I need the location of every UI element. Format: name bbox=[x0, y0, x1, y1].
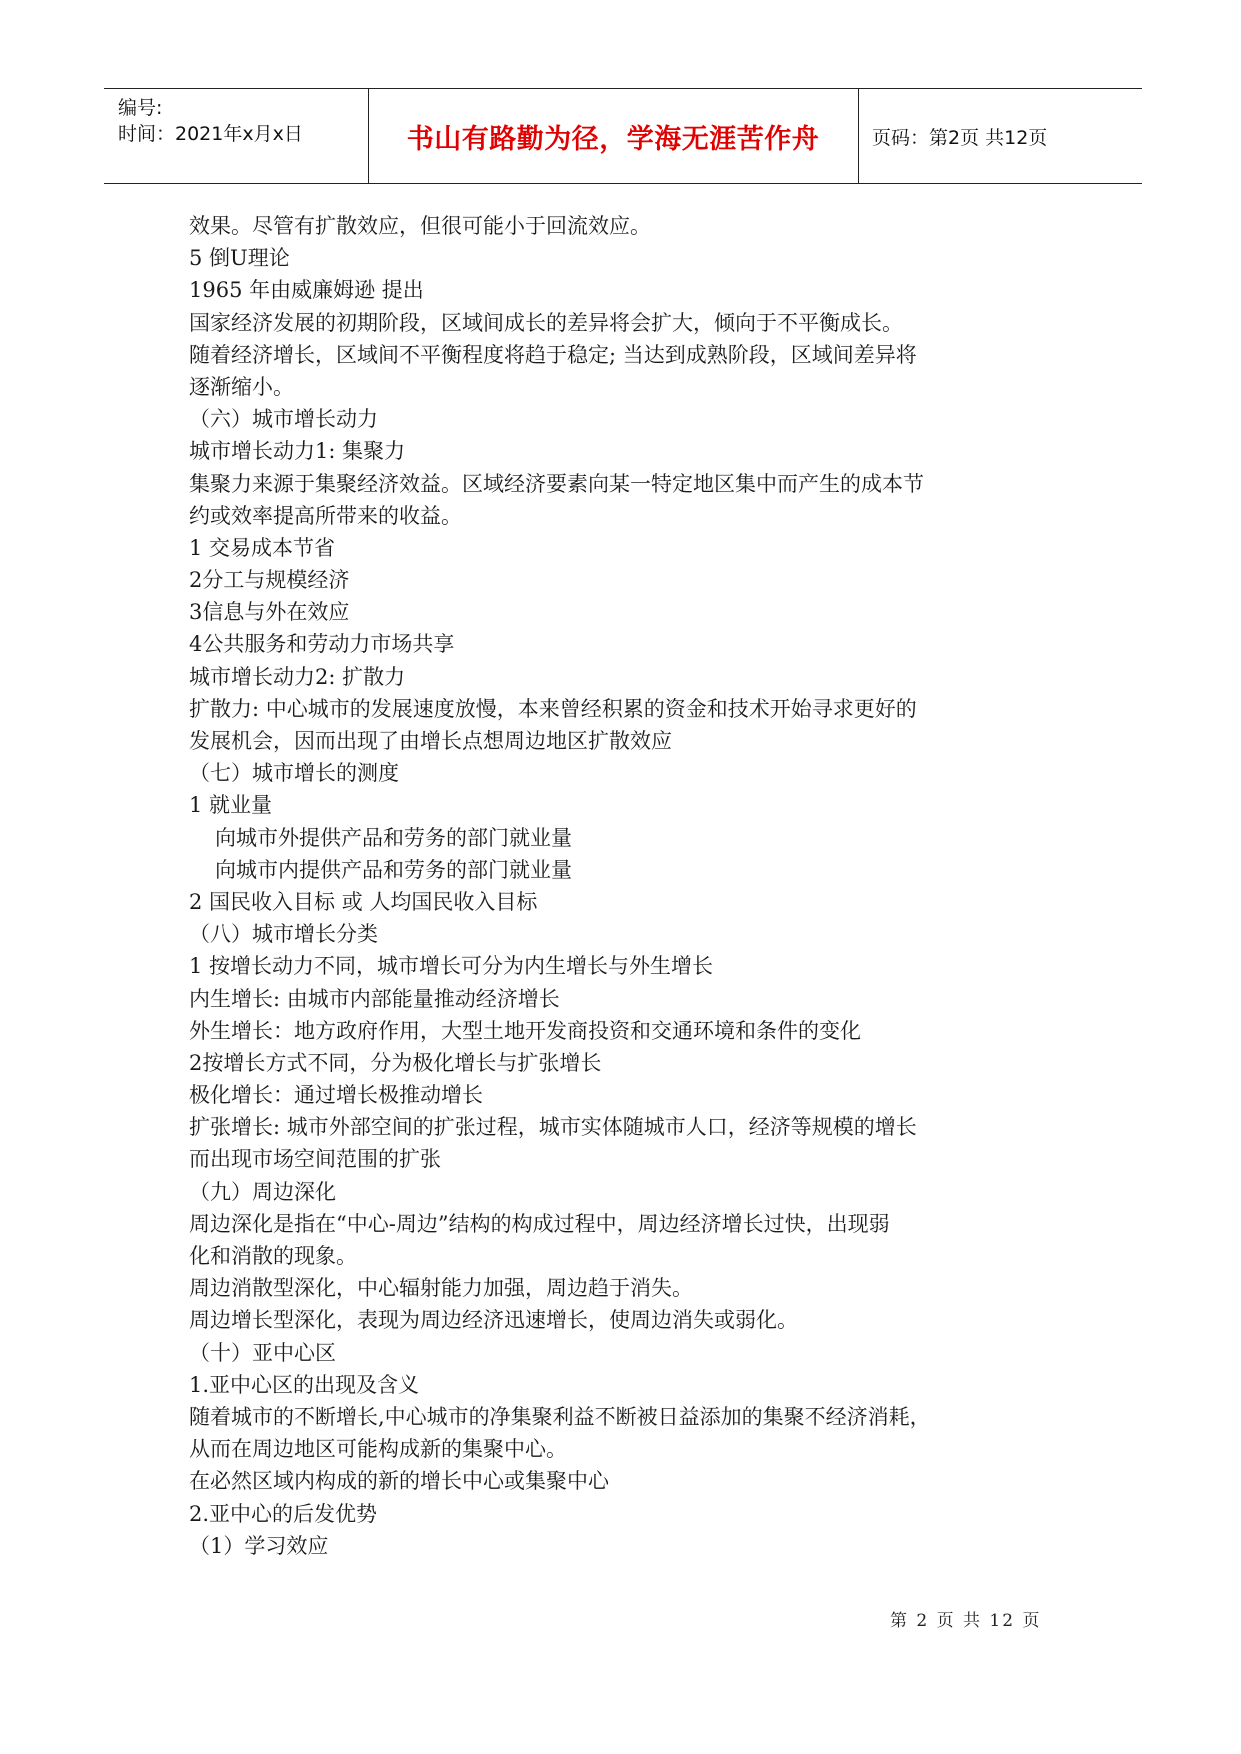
sub-item: 向城市内提供产品和劳务的部门就业量 bbox=[215, 857, 572, 882]
sub-item: 向城市外提供产品和劳务的部门就业量 bbox=[215, 825, 572, 850]
list-item: 1 按增长动力不同，城市增长可分为内生增长与外生增长 bbox=[189, 954, 714, 979]
page-footer: 第 2 页 共 12 页 bbox=[890, 1611, 1042, 1631]
text-line: 集聚力来源于集聚经济效益。区域经济要素向某一特定地区集中而产生的成本节 bbox=[189, 471, 924, 496]
text-line: 扩张增长: 城市外部空间的扩张过程，城市实体随城市人口，经济等规模的增长 bbox=[189, 1115, 917, 1140]
section-heading: （六）城市增长动力 bbox=[189, 407, 378, 432]
text-line: 约或效率提高所带来的收益。 bbox=[189, 503, 462, 528]
text-line: 城市增长动力1: 集聚力 bbox=[189, 439, 406, 464]
section-heading: 5 倒U理论 bbox=[189, 246, 290, 271]
text-line: 国家经济发展的初期阶段，区域间成长的差异将会扩大，倾向于不平衡成长。 bbox=[189, 310, 903, 335]
header-page-cell bbox=[858, 89, 1142, 183]
section-heading: （十）亚中心区 bbox=[189, 1340, 336, 1365]
text-line: 发展机会，因而出现了由增长点想周边地区扩散效应 bbox=[189, 729, 672, 753]
text-line: 扩散力: 中心城市的发展速度放慢，本来曾经积累的资金和技术开始寻求更好的 bbox=[189, 696, 917, 721]
text-line: 而出现市场空间范围的扩张 bbox=[189, 1147, 441, 1172]
section-heading: （八）城市增长分类 bbox=[189, 922, 378, 947]
list-item: 4公共服务和劳动力市场共享 bbox=[189, 632, 455, 657]
list-item: 1 就业量 bbox=[189, 793, 273, 818]
doc-number-label: 编号: bbox=[118, 97, 163, 119]
list-item: 2 国民收入目标 或 人均国民收入目标 bbox=[189, 889, 538, 914]
text-line: 从而在周边地区可能构成新的集聚中心。 bbox=[189, 1437, 567, 1462]
text-line: 极化增长：通过增长极推动增长 bbox=[189, 1083, 483, 1108]
list-item: 2分工与规模经济 bbox=[189, 568, 350, 593]
text-line: 外生增长：地方政府作用，大型土地开发商投资和交通环境和条件的变化 bbox=[189, 1018, 861, 1043]
text-line: 随着经济增长，区域间不平衡程度将趋于稳定; 当达到成熟阶段，区域间差异将 bbox=[189, 342, 917, 367]
list-item: 3信息与外在效应 bbox=[189, 600, 350, 625]
header-motto-cell bbox=[368, 89, 859, 183]
list-item: 1.亚中心区的出现及含义 bbox=[189, 1372, 420, 1397]
header-motto: 书山有路勤为径，学海无涯苦作舟 bbox=[406, 123, 820, 155]
text-line: 随着城市的不断增长,中心城市的净集聚利益不断被日益添加的集聚不经济消耗， bbox=[189, 1404, 931, 1429]
text-line: 效果。尽管有扩散效应，但很可能小于回流效应。 bbox=[189, 214, 651, 238]
text-line: 内生增长: 由城市内部能量推动经济增长 bbox=[189, 986, 560, 1011]
header-info-cell bbox=[104, 89, 369, 183]
text-line: 1965 年由威廉姆逊 提出 bbox=[189, 278, 424, 303]
text-line: 周边增长型深化，表现为周边经济迅速增长，使周边消失或弱化。 bbox=[189, 1308, 798, 1333]
text-line: 城市增长动力2: 扩散力 bbox=[189, 664, 406, 689]
text-line: 化和消散的现象。 bbox=[189, 1244, 357, 1268]
text-line: 周边消散型深化，中心辐射能力加强，周边趋于消失。 bbox=[189, 1276, 693, 1301]
header-page-code: 页码：第2页 共12页 bbox=[872, 126, 1048, 149]
section-heading: （七）城市增长的测度 bbox=[189, 761, 399, 786]
list-item: （1）学习效应 bbox=[189, 1533, 329, 1558]
text-line: 逐渐缩小。 bbox=[189, 374, 294, 399]
list-item: 2按增长方式不同，分为极化增长与扩张增长 bbox=[189, 1050, 602, 1075]
document-body bbox=[189, 210, 1089, 1562]
doc-time-label: 时间：2021年x月x日 bbox=[118, 123, 303, 145]
text-line: 在必然区域内构成的新的增长中心或集聚中心 bbox=[189, 1469, 609, 1494]
text-line: 周边深化是指在“中心-周边”结构的构成过程中，周边经济增长过快，出现弱 bbox=[189, 1211, 890, 1236]
list-item: 2.亚中心的后发优势 bbox=[189, 1501, 378, 1526]
list-item: 1 交易成本节省 bbox=[189, 535, 336, 560]
section-heading: （九）周边深化 bbox=[189, 1179, 336, 1204]
page-header bbox=[104, 88, 1142, 184]
